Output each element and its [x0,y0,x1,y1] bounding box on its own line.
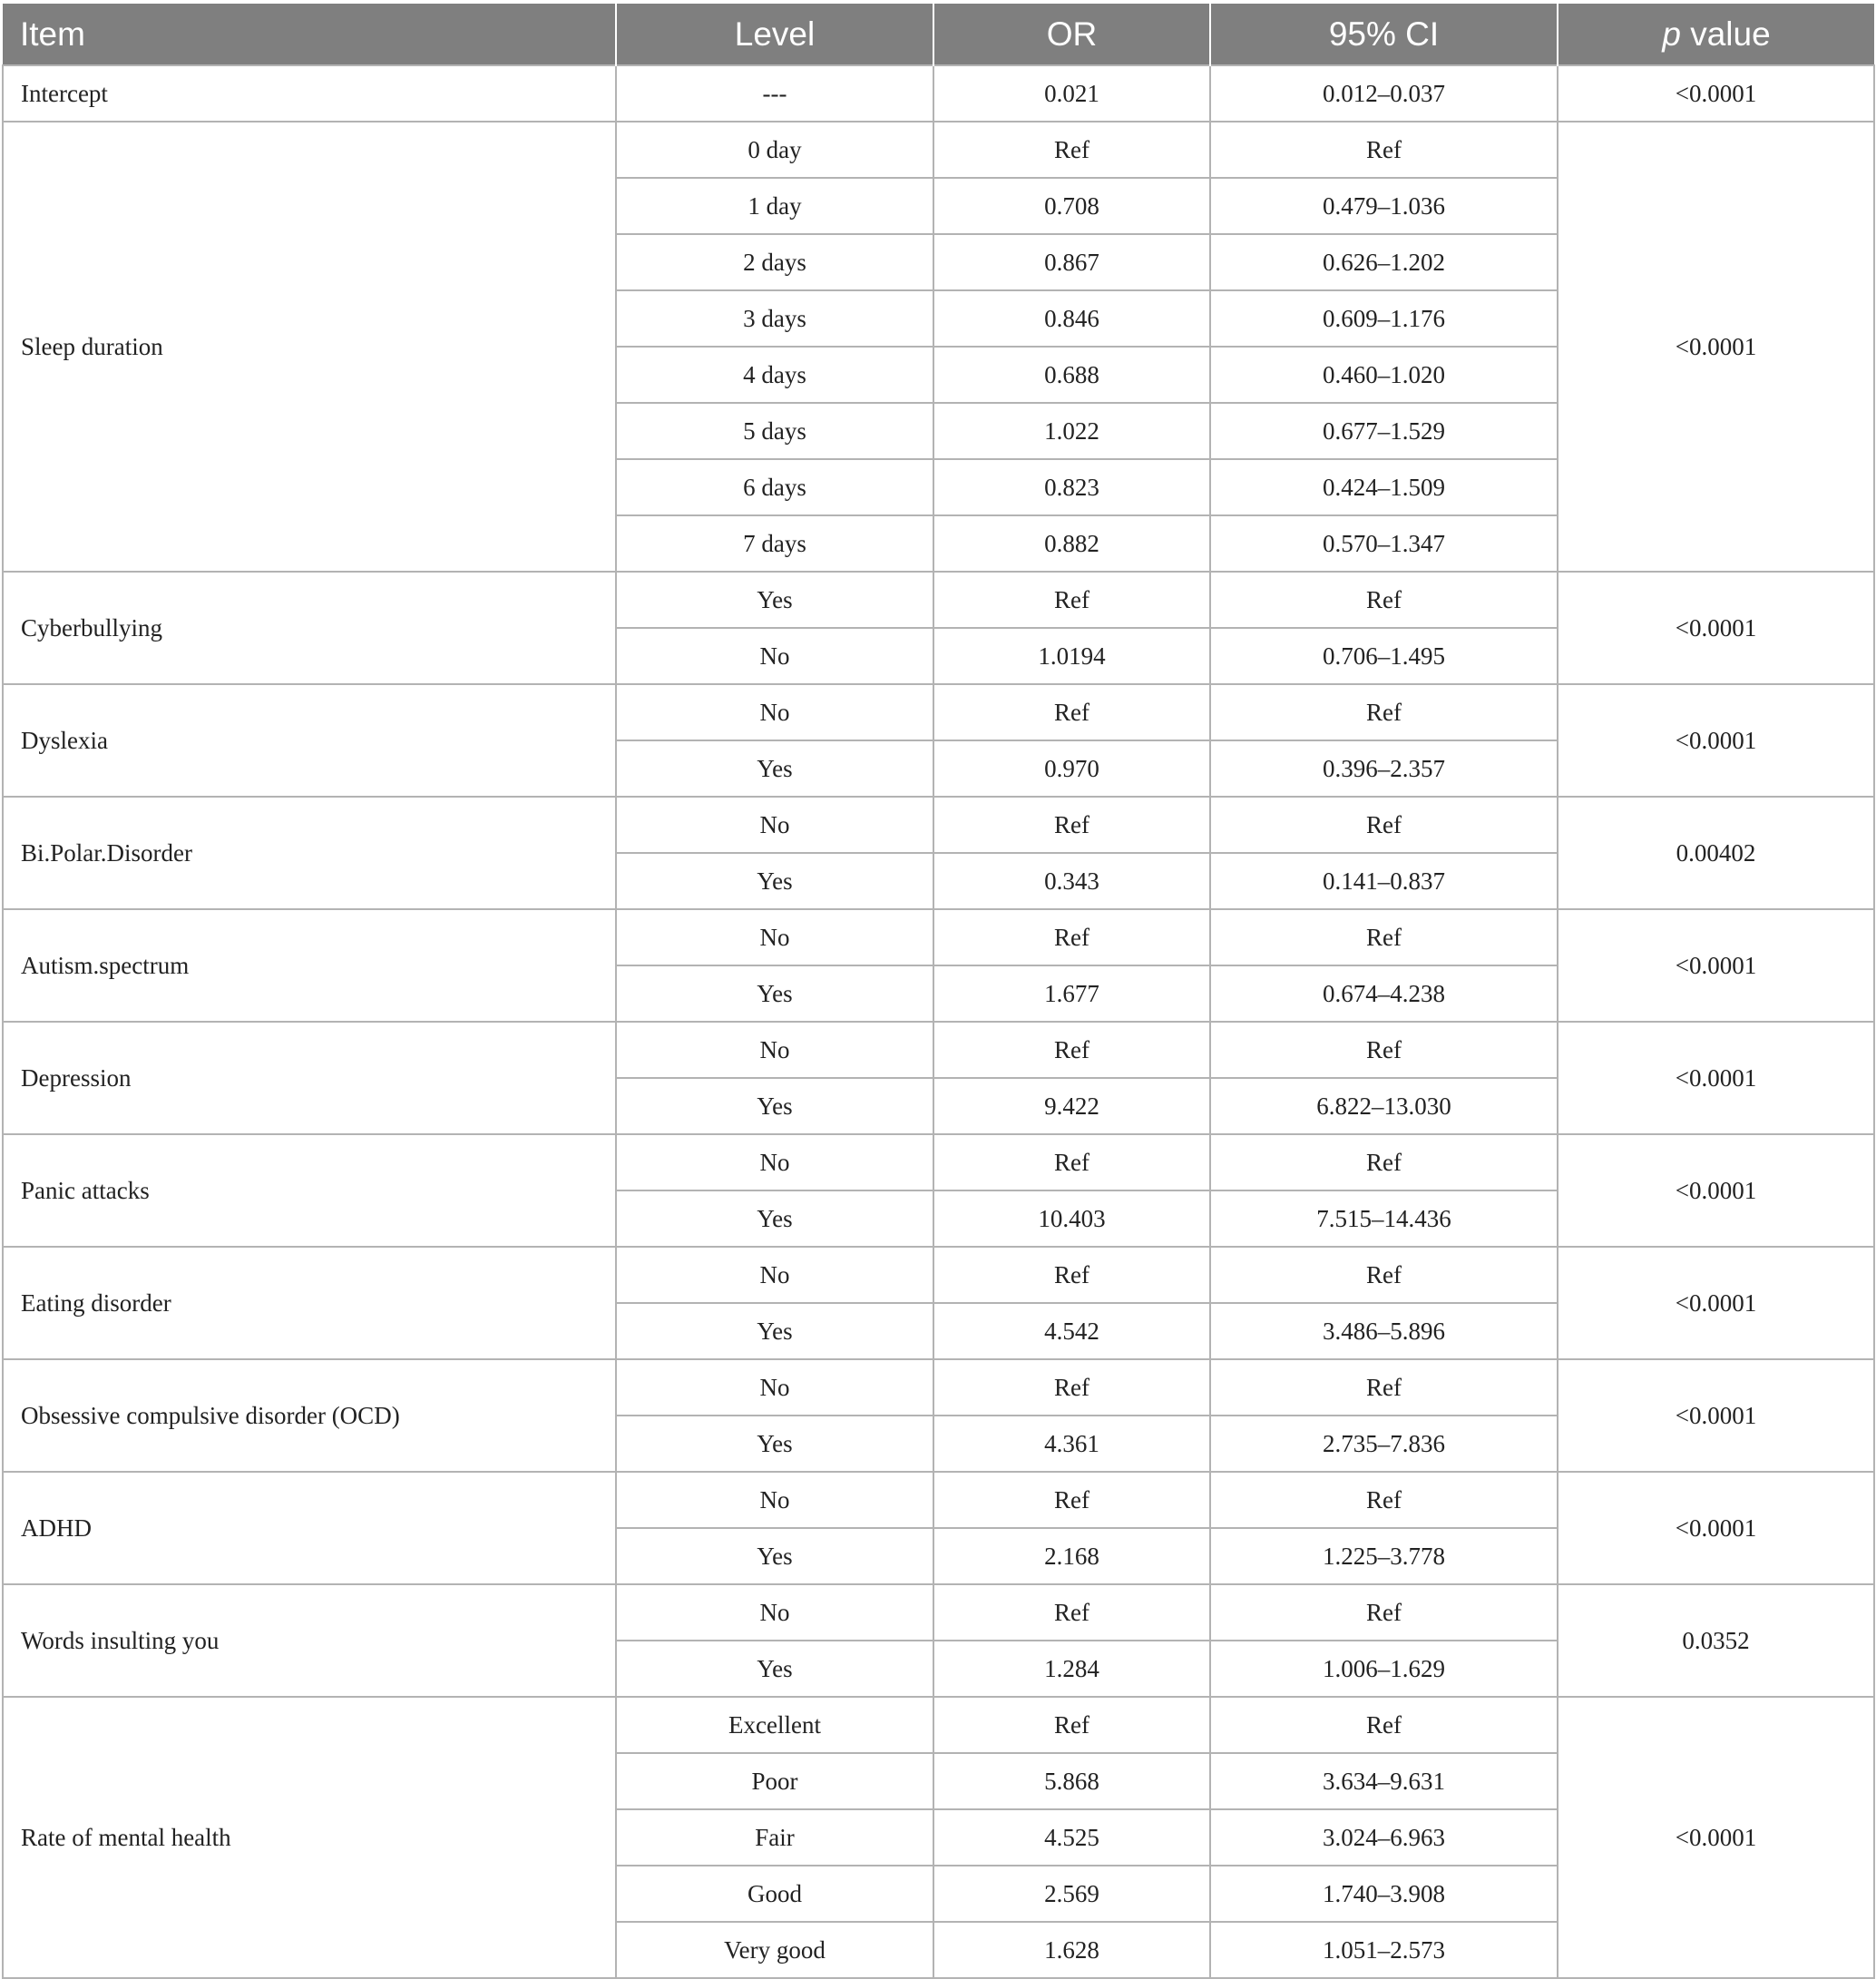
or-cell: Ref [933,684,1210,740]
or-cell: Ref [933,1134,1210,1190]
ci-cell: Ref [1210,1134,1558,1190]
or-cell: 4.525 [933,1809,1210,1866]
table-row [3,65,1874,122]
level-cell: Very good [616,1922,933,1978]
header-ci: 95% CI [1210,4,1558,65]
table-row [3,684,1874,740]
level-cell: Yes [616,965,933,1022]
item-cell: Rate of mental health [3,1697,616,1978]
table-row [3,1134,1874,1190]
or-cell: 2.569 [933,1866,1210,1922]
or-cell: Ref [933,1247,1210,1303]
item-cell: Bi.Polar.Disorder [3,797,616,909]
or-cell: 4.361 [933,1416,1210,1472]
ci-cell: 3.634–9.631 [1210,1753,1558,1809]
or-cell: Ref [933,1022,1210,1078]
p-value-cell: 0.00402 [1558,797,1874,909]
header-p-value [1558,4,1874,65]
or-cell: Ref [933,572,1210,628]
ci-cell: 2.735–7.836 [1210,1416,1558,1472]
ci-cell: Ref [1210,797,1558,853]
or-cell: 1.284 [933,1641,1210,1697]
ci-cell: 7.515–14.436 [1210,1190,1558,1247]
header-p-suffix: value [1680,15,1771,53]
table-row [3,797,1874,853]
or-cell: 10.403 [933,1190,1210,1247]
p-value-cell: 0.0352 [1558,1584,1874,1697]
level-cell: No [616,1359,933,1416]
level-cell: Yes [616,853,933,909]
or-cell: 0.970 [933,740,1210,797]
ci-cell: 0.570–1.347 [1210,515,1558,572]
ci-cell: 0.626–1.202 [1210,234,1558,290]
ci-cell: 1.006–1.629 [1210,1641,1558,1697]
or-cell: 0.823 [933,459,1210,515]
level-cell: Yes [616,1641,933,1697]
item-cell: Intercept [3,65,616,122]
level-cell: No [616,1134,933,1190]
p-value-cell: <0.0001 [1558,1472,1874,1584]
or-cell: Ref [933,122,1210,178]
ci-cell: Ref [1210,909,1558,965]
level-cell: No [616,909,933,965]
p-value-cell: <0.0001 [1558,684,1874,797]
ci-cell: Ref [1210,1472,1558,1528]
table-row [3,1584,1874,1641]
or-cell: 0.867 [933,234,1210,290]
or-cell: Ref [933,1472,1210,1528]
level-cell: No [616,1022,933,1078]
level-cell: Yes [616,1416,933,1472]
level-cell: Yes [616,1303,933,1359]
ci-cell: Ref [1210,1022,1558,1078]
or-cell: Ref [933,797,1210,853]
p-value-cell: <0.0001 [1558,1247,1874,1359]
p-value-cell: <0.0001 [1558,122,1874,572]
ci-cell: 0.677–1.529 [1210,403,1558,459]
or-cell: 1.022 [933,403,1210,459]
ci-cell: 0.674–4.238 [1210,965,1558,1022]
table-row [3,1472,1874,1528]
ci-cell: 0.141–0.837 [1210,853,1558,909]
header-p-letter: p [1662,15,1681,53]
or-cell: 0.021 [933,65,1210,122]
ci-cell: Ref [1210,1247,1558,1303]
level-cell: Fair [616,1809,933,1866]
ci-cell: 3.024–6.963 [1210,1809,1558,1866]
header-row [3,4,1874,65]
table-row [3,909,1874,965]
item-cell: Autism.spectrum [3,909,616,1022]
p-value-cell: <0.0001 [1558,65,1874,122]
table-row [3,1247,1874,1303]
table-row [3,1359,1874,1416]
level-cell: Yes [616,1528,933,1584]
ci-cell: 6.822–13.030 [1210,1078,1558,1134]
or-cell: 4.542 [933,1303,1210,1359]
level-cell: No [616,1247,933,1303]
ci-cell: Ref [1210,122,1558,178]
ci-cell: 0.012–0.037 [1210,65,1558,122]
ci-cell: 0.706–1.495 [1210,628,1558,684]
level-cell: 5 days [616,403,933,459]
header-or: OR [933,4,1210,65]
level-cell: 3 days [616,290,933,347]
level-cell: 1 day [616,178,933,234]
ci-cell: Ref [1210,572,1558,628]
or-cell: Ref [933,1697,1210,1753]
or-cell: 5.868 [933,1753,1210,1809]
level-cell: No [616,1472,933,1528]
table-row [3,122,1874,178]
item-cell: Obsessive compulsive disorder (OCD) [3,1359,616,1472]
level-cell: No [616,684,933,740]
or-cell: Ref [933,909,1210,965]
p-value-cell: <0.0001 [1558,1697,1874,1978]
header-level: Level [616,4,933,65]
table-row [3,1022,1874,1078]
level-cell: 6 days [616,459,933,515]
item-cell: Panic attacks [3,1134,616,1247]
level-cell: Good [616,1866,933,1922]
table-header [3,4,1874,65]
ci-cell: Ref [1210,1359,1558,1416]
ci-cell: 1.225–3.778 [1210,1528,1558,1584]
ci-cell: Ref [1210,1584,1558,1641]
or-cell: 0.882 [933,515,1210,572]
level-cell: 7 days [616,515,933,572]
level-cell: No [616,1584,933,1641]
p-value-cell: <0.0001 [1558,1359,1874,1472]
item-cell: Dyslexia [3,684,616,797]
level-cell: 0 day [616,122,933,178]
odds-ratio-table [2,4,1875,1979]
ci-cell: 1.051–2.573 [1210,1922,1558,1978]
or-cell: Ref [933,1584,1210,1641]
ci-cell: 3.486–5.896 [1210,1303,1558,1359]
or-cell: 1.677 [933,965,1210,1022]
or-cell: 0.708 [933,178,1210,234]
table-row [3,572,1874,628]
level-cell: Poor [616,1753,933,1809]
or-cell: 9.422 [933,1078,1210,1134]
level-cell: No [616,797,933,853]
ci-cell: 0.396–2.357 [1210,740,1558,797]
ci-cell: 0.424–1.509 [1210,459,1558,515]
or-cell: 1.628 [933,1922,1210,1978]
ci-cell: 0.609–1.176 [1210,290,1558,347]
ci-cell: 1.740–3.908 [1210,1866,1558,1922]
level-cell: 4 days [616,347,933,403]
item-cell: Depression [3,1022,616,1134]
p-value-cell: <0.0001 [1558,1022,1874,1134]
or-cell: 1.0194 [933,628,1210,684]
or-cell: 0.846 [933,290,1210,347]
level-cell: No [616,628,933,684]
item-cell: Words insulting you [3,1584,616,1697]
item-cell: Eating disorder [3,1247,616,1359]
ci-cell: Ref [1210,1697,1558,1753]
ci-cell: Ref [1210,684,1558,740]
or-cell: Ref [933,1359,1210,1416]
level-cell: Yes [616,572,933,628]
p-value-cell: <0.0001 [1558,1134,1874,1247]
table-row [3,1697,1874,1753]
or-cell: 0.688 [933,347,1210,403]
level-cell: --- [616,65,933,122]
p-value-cell: <0.0001 [1558,572,1874,684]
ci-cell: 0.460–1.020 [1210,347,1558,403]
level-cell: Excellent [616,1697,933,1753]
level-cell: Yes [616,1190,933,1247]
level-cell: 2 days [616,234,933,290]
level-cell: Yes [616,740,933,797]
ci-cell: 0.479–1.036 [1210,178,1558,234]
p-value-cell: <0.0001 [1558,909,1874,1022]
item-cell: Sleep duration [3,122,616,572]
level-cell: Yes [616,1078,933,1134]
or-cell: 2.168 [933,1528,1210,1584]
table-body [3,65,1874,1978]
or-cell: 0.343 [933,853,1210,909]
header-item: Item [3,4,616,65]
item-cell: ADHD [3,1472,616,1584]
item-cell: Cyberbullying [3,572,616,684]
